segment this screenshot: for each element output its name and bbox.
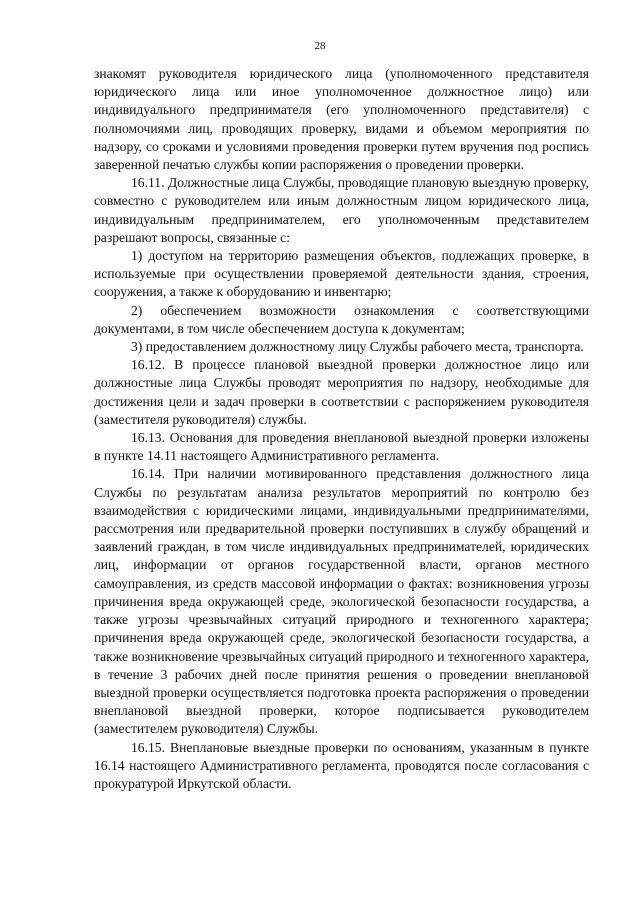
paragraph-16-14: 16.14. При наличии мотивированного представления должностного лица Службы по результатам анализа результатов мероприятий по контролю без взаимодействия с юридическими лицами, индивидуальными предпринимателями, рассмотрения или предварительной проверки поступивших в службу обращений и заявлений граждан, в том числе индивидуальных предпринимателей, юридических лиц, информации от органов государственной власти, органов местного самоуправления, из средств массовой информации о фактах: возникновения угрозы причинения вреда окружающей среде, экологической безопасности государства, а также угрозы чрезвычайных ситуаций природного и техногенного характера; причинения вреда окружающей среде, экологической безопасности государства, а также возникновение чрезвычайных ситуаций природного и техногенного характера, в течение 3 рабочих дней после принятия решения о проведении внеплановой выездной проверки осуществляется подготовка проекта распоряжения о проведении внеплановой выездной проверки, которое подписывается руководителем (заместителем руководителя) Службы. (94, 466, 589, 737)
list-item-1: 1) доступом на территорию размещения объектов, подлежащих проверке, в используемые при осуществлении проверяемой деятельности здания, строения, сооружения, а также к оборудованию и инвентарю; (94, 248, 589, 300)
list-item-2: 2) обеспечением возможности ознакомления с соответствующими документами, в том числе обеспечением доступа к документам; (94, 302, 589, 336)
page-number: 28 (314, 40, 326, 52)
paragraph-16-13: 16.13. Основания для проведения внеплановой выездной проверки изложены в пункте 14.11 настоящего Административного регламента. (94, 430, 589, 464)
list-item-3: 3) предоставлением должностному лицу Службы рабочего места, транспорта. (131, 339, 584, 355)
paragraph-16-15: 16.15. Внеплановые выездные проверки по основаниям, указанным в пункте 16.14 настоящего Административного регламента, проводятся после согласования с прокуратурой Иркутской области. (94, 739, 589, 791)
document-body (94, 65, 589, 793)
paragraph-16-11: 16.11. Должностные лица Службы, проводящие плановую выездную проверку, совместно с руководителем или иным должностным лицом юридического лица, индивидуальным предпринимателем, его уполномоченным представителем разрешают вопросы, связанные с: (94, 175, 589, 245)
paragraph-continuation: знакомят руководителя юридического лица (уполномоченного представителя юридического лица или иное уполномоченное должностное лицо) или индивидуального предпринимателя (его уполномоченного представителя) с полномочиями лиц, проводящих проверку, видами и объемом мероприятия по надзору, со сроками и условиями проведения проверки путем вручения под роспись заверенной печатью службы копии распоряжения о проведении проверки. (94, 66, 589, 173)
paragraph-16-12: 16.12. В процессе плановой выездной проверки должностное лицо или должностные лица Службы проводят мероприятия по надзору, необходимые для достижения цели и задач проверки в соответствии с распоряжением руководителя (заместителя руководителя) службы. (94, 357, 589, 427)
